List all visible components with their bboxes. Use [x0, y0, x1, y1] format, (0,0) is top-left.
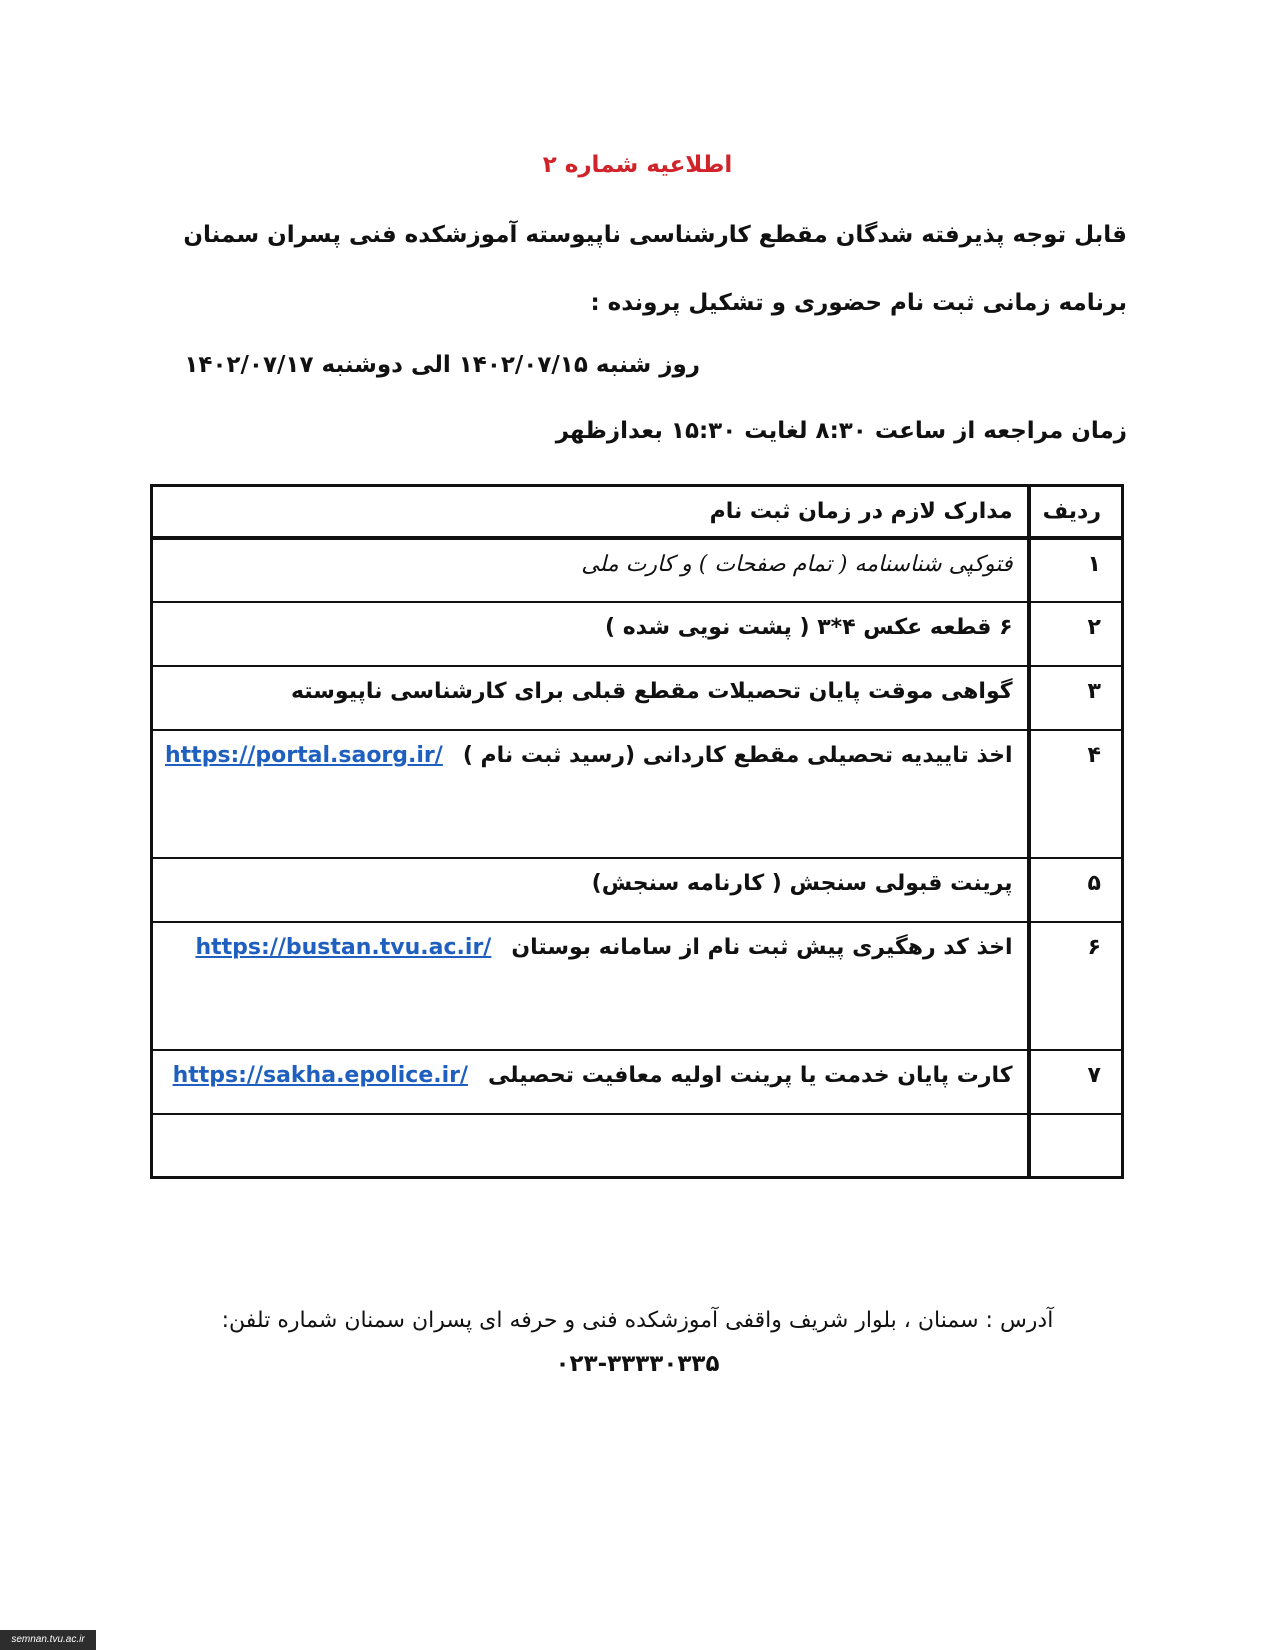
notice-line-schedule: برنامه زمانی ثبت نام حضوری و تشکیل پرونده : [590, 290, 1127, 316]
required-documents-table [150, 484, 1124, 1179]
row-text [152, 538, 1029, 602]
row-number [1029, 1114, 1123, 1178]
header-documents: مدارک لازم در زمان ثبت نام [152, 486, 1029, 538]
row-text [152, 922, 1029, 1050]
notice-title: اطلاعیه شماره ۲ [542, 152, 733, 178]
bustan-link[interactable]: https://bustan.tvu.ac.ir/ [195, 934, 492, 960]
row-number: ۷ [1029, 1050, 1123, 1114]
row-text [152, 1050, 1029, 1114]
row-number: ۶ [1029, 922, 1123, 1050]
footer [0, 1308, 1275, 1377]
row-text [152, 1114, 1029, 1178]
table-row [152, 922, 1123, 1050]
row-number: ۵ [1029, 858, 1123, 922]
row-text-label: فتوکپی شناسنامه ( تمام صفحات ) و کارت ملی [581, 551, 1013, 577]
row-text [152, 666, 1029, 730]
row-text-label: پرینت قبولی سنجش ( کارنامه سنجش) [591, 870, 1013, 896]
header-row-number: ردیف [1029, 486, 1123, 538]
row-text-label: گواهی موقت پایان تحصیلات مقطع قبلی برای کارشناسی ناپیوسته [290, 678, 1013, 704]
sakha-epolice-link[interactable]: https://sakha.epolice.ir/ [172, 1062, 469, 1088]
table-row [152, 730, 1123, 858]
notice-line-dates: روز شنبه ۱۴۰۲/۰۷/۱۵ الی دوشنبه ۱۴۰۲/۰۷/۱۷ [184, 352, 700, 378]
row-text-label: کارت پایان خدمت یا پرینت اولیه معافیت تحصیلی [488, 1062, 1013, 1088]
portal-saorg-link[interactable]: https://portal.saorg.ir/ [165, 742, 443, 768]
notice-line-audience: قابل توجه پذیرفته شدگان مقطع کارشناسی ناپیوسته آموزشکده فنی پسران سمنان [183, 222, 1127, 248]
row-text-label: اخذ تاییدیه تحصیلی مقطع کاردانی (رسید ثبت نام ) [462, 742, 1013, 768]
footer-phone: ۰۲۳-۳۳۳۳۰۳۳۵ [555, 1351, 720, 1377]
row-number: ۳ [1029, 666, 1123, 730]
notice-line-hours: زمان مراجعه از ساعت ۸:۳۰ لغایت ۱۵:۳۰ بعدازظهر [555, 418, 1127, 444]
site-watermark: semnan.tvu.ac.ir [0, 1630, 96, 1650]
row-number: ۴ [1029, 730, 1123, 858]
row-number: ۲ [1029, 602, 1123, 666]
row-text-label: ۶ قطعه عکس ۴*۳ ( پشت نویی شده ) [604, 614, 1013, 640]
row-text [152, 858, 1029, 922]
table-row [152, 602, 1123, 666]
row-number: ۱ [1029, 538, 1123, 602]
table-row [152, 1050, 1123, 1114]
table-row [152, 858, 1123, 922]
row-text [152, 602, 1029, 666]
row-text [152, 730, 1029, 858]
table-row [152, 538, 1123, 602]
footer-address: آدرس : سمنان ، بلوار شریف واقفی آموزشکده فنی و حرفه ای پسران سمنان شماره تلفن: [221, 1308, 1054, 1333]
row-text-label: اخذ کد رهگیری پیش ثبت نام از سامانه بوستان [511, 934, 1013, 960]
table-row [152, 666, 1123, 730]
table-header-row [152, 486, 1123, 538]
table-row-empty [152, 1114, 1123, 1178]
